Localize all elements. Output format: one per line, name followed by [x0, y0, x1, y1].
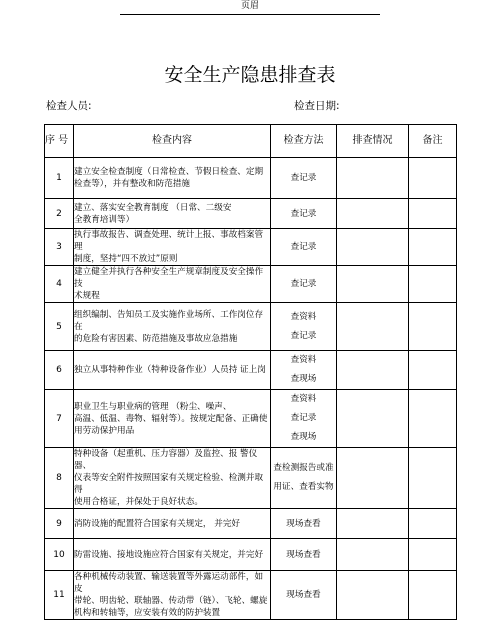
column-header-remark: 备注 [409, 125, 457, 158]
table-row [45, 539, 457, 571]
method-line: 查记录 [290, 330, 317, 341]
inspection-method [271, 303, 337, 351]
remark-cell[interactable] [409, 571, 457, 620]
table-row [45, 266, 457, 303]
content-line: 建立健全并执行各种安全生产规章制度及安全操作技 [74, 267, 264, 289]
table-header-row [45, 125, 457, 158]
row-number: 1 [45, 158, 74, 199]
inspection-method [271, 539, 337, 571]
inspection-method [271, 199, 337, 229]
row-number: 3 [45, 229, 74, 266]
inspection-content [74, 266, 271, 303]
method-line: 现场查看 [286, 518, 321, 529]
remark-cell[interactable] [409, 266, 457, 303]
inspection-method [271, 266, 337, 303]
inspector-label: 检查人员: [46, 100, 92, 112]
content-line: 用劳动保护用品 [74, 425, 135, 436]
content-line: 建立安全检查制度（日常检查、节假日检查、定期 [74, 167, 264, 177]
status-cell[interactable] [337, 199, 409, 229]
inspection-content [74, 509, 271, 539]
inspection-method [271, 448, 337, 509]
column-header-status: 排查情况 [337, 125, 409, 158]
table-row [45, 229, 457, 266]
content-line: 使用合格证，并保处于良好状态。 [74, 497, 203, 507]
content-line: 高温、低温、毒物、辐射等）。按规定配备、正确使 [74, 413, 268, 424]
content-line: 独立从事特种作业（特种设备作业）人员持 证上岗 [74, 365, 266, 375]
status-cell[interactable] [337, 539, 409, 571]
column-header-number: 序 号 [45, 125, 74, 158]
content-line: 组织编制、告知员工及实施作业场所、工作岗位存在 [74, 309, 264, 332]
method-line: 查现场 [290, 432, 317, 442]
remark-cell[interactable] [409, 229, 457, 266]
remark-cell[interactable] [409, 539, 457, 571]
method-line: 查记录 [290, 279, 317, 289]
inspection-table [44, 124, 457, 620]
row-number: 7 [45, 390, 74, 448]
table-row [45, 199, 457, 229]
method-line: 查现场 [290, 374, 317, 384]
inspection-date-label: 检查日期: [294, 100, 340, 112]
inspection-method [271, 390, 337, 448]
content-line: 防雷设施、接地设施应符合国家有关规定，并完好 [74, 549, 264, 560]
inspection-content [74, 158, 271, 199]
table-row [45, 390, 457, 448]
remark-cell[interactable] [409, 303, 457, 351]
remark-cell[interactable] [409, 158, 457, 199]
remark-cell[interactable] [409, 199, 457, 229]
inspection-content [74, 448, 271, 509]
content-line: 特种设备（起重机、压力容器）及监控、报 警仪器、 [74, 449, 258, 471]
inspection-content [74, 390, 271, 448]
inspection-method [271, 158, 337, 199]
table-row [45, 571, 457, 620]
content-line: 全教育培训等） [74, 214, 135, 225]
column-header-method: 检查方法 [271, 125, 337, 158]
method-line: 查记录 [290, 242, 317, 252]
remark-cell[interactable] [409, 351, 457, 390]
content-line: 职业卫生与职业病的管理 （粉尘、噪声、 [74, 401, 232, 412]
method-line: 查记录 [290, 208, 317, 219]
row-number: 10 [45, 539, 74, 571]
remark-cell[interactable] [409, 448, 457, 509]
page-header: 页眉 [240, 1, 259, 11]
table-row [45, 509, 457, 539]
table-body [45, 158, 457, 620]
status-cell[interactable] [337, 303, 409, 351]
status-cell[interactable] [337, 351, 409, 390]
inspection-method [271, 229, 337, 266]
row-number: 5 [45, 303, 74, 351]
content-line: 机构和转轴等，应安装有效的防护装置 [74, 608, 221, 618]
status-cell[interactable] [337, 390, 409, 448]
status-cell[interactable] [337, 448, 409, 509]
content-line: 各种机械传动装置、输送装置等外露运动部件，如皮 [74, 572, 264, 594]
inspection-content [74, 539, 271, 571]
table-row [45, 448, 457, 509]
method-line: 查记录 [290, 173, 317, 183]
content-line: 的危险有害因素、防范措施及事故应急措施 [74, 333, 238, 344]
method-line: 查资料 [290, 311, 317, 322]
method-line: 用证、查看实物 [273, 482, 334, 492]
content-line: 建立、落实安全教育制度 （日常、二级安 [74, 202, 232, 213]
inspection-content [74, 351, 271, 390]
row-number: 6 [45, 351, 74, 390]
header-rule [120, 14, 380, 15]
content-line: 带轮、明齿轮、联轴器、传动带（链）、飞轮、螺旋 [74, 596, 268, 606]
method-line: 现场查看 [286, 549, 321, 560]
remark-cell[interactable] [409, 390, 457, 448]
inspection-content [74, 303, 271, 351]
inspection-content [74, 229, 271, 266]
row-number: 11 [45, 571, 74, 620]
content-line: 执行事故报告、调查处理、统计上报、事故档案管理 [74, 230, 264, 252]
content-line: 消防设施的配置符合国家有关规定， 并完好 [74, 518, 241, 529]
method-line: 查资料 [290, 355, 317, 365]
inspection-content [74, 199, 271, 229]
status-cell[interactable] [337, 158, 409, 199]
row-number: 9 [45, 509, 74, 539]
content-line: 检查等），并有整改和防范措施 [74, 179, 191, 189]
method-line: 查检测报告或准 [273, 463, 334, 473]
method-line: 现场查看 [286, 590, 321, 600]
column-header-content: 检查内容 [74, 125, 271, 158]
row-number: 8 [45, 448, 74, 509]
inspection-method [271, 509, 337, 539]
row-number: 2 [45, 199, 74, 229]
inspection-method [271, 351, 337, 390]
remark-cell[interactable] [409, 509, 457, 539]
content-line: 术规程 [74, 291, 100, 301]
inspection-method [271, 571, 337, 620]
status-cell[interactable] [337, 571, 409, 620]
status-cell[interactable] [337, 229, 409, 266]
inspection-content [74, 571, 271, 620]
method-line: 查资料 [290, 394, 317, 404]
status-cell[interactable] [337, 509, 409, 539]
table-row [45, 303, 457, 351]
content-line: 仪表等安全附件按照国家有关规定检验、检测并取得 [74, 473, 264, 495]
document-title: 安全生产隐患排查表 [164, 64, 336, 86]
row-number: 4 [45, 266, 74, 303]
status-cell[interactable] [337, 266, 409, 303]
method-line: 查记录 [290, 413, 317, 423]
table-row [45, 351, 457, 390]
table-row [45, 158, 457, 199]
content-line: 制度，坚持“四不放过”原则 [74, 254, 178, 264]
